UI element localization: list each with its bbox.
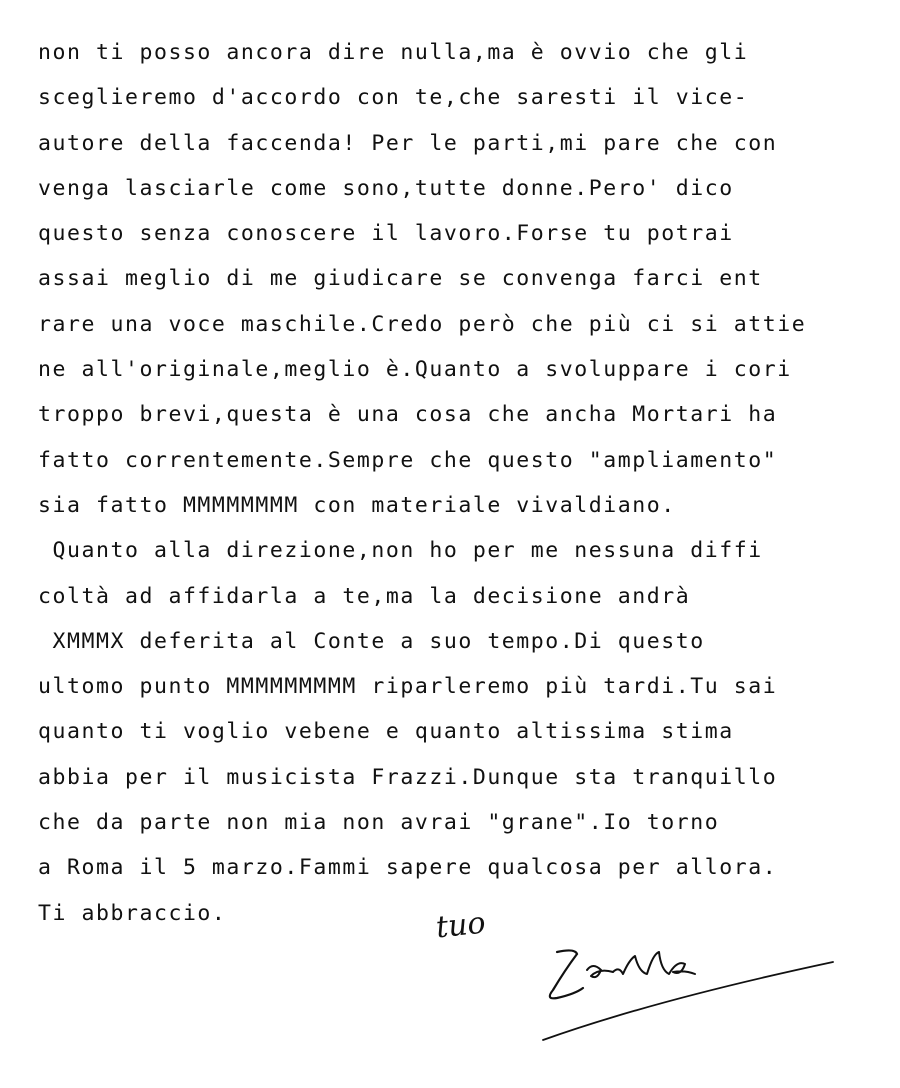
letter-line: Ti abbraccio. bbox=[38, 900, 227, 926]
closing-word: tuo bbox=[434, 905, 488, 946]
letter-line: che da parte non mia non avrai "grane".Io torno bbox=[38, 810, 720, 836]
letter-line: rare una voce maschile.Credo però che più ci si attie bbox=[38, 311, 807, 337]
signature-drawing bbox=[535, 930, 845, 1050]
letter-line: a Roma il 5 marzo.Fammi sapere qualcosa per allora. bbox=[38, 855, 778, 881]
letter-line: sceglieremo d'accordo con te,che saresti il vice- bbox=[38, 85, 749, 111]
letter-line: Quanto alla direzione,non ho per me nessuna diffi bbox=[38, 538, 763, 564]
letter-line: sia fatto MMMMMMMM con materiale vivaldiano. bbox=[38, 492, 676, 518]
letter-line: XMMMX deferita al Conte a suo tempo.Di questo bbox=[38, 628, 705, 654]
letter-line: autore della faccenda! Per le parti,mi pare che con bbox=[38, 130, 778, 156]
letter-line: non ti posso ancora dire nulla,ma è ovvio che gli bbox=[38, 40, 749, 65]
letter-line: abbia per il musicista Frazzi.Dunque sta tranquillo bbox=[38, 764, 778, 790]
letter-line: assai meglio di me giudicare se convenga farci ent bbox=[38, 266, 763, 292]
letter-line: venga lasciarle come sono,tutte donne.Pero' dico bbox=[38, 175, 734, 201]
letter-line: quanto ti voglio vebene e quanto altissima stima bbox=[38, 719, 734, 745]
letter-body bbox=[38, 30, 878, 936]
letter-line: ultomo punto MMMMMMMMM riparleremo più tardi.Tu sai bbox=[38, 674, 778, 700]
letter-line: coltà ad affidarla a te,ma la decisione andrà bbox=[38, 583, 691, 609]
handwritten-signature bbox=[535, 930, 845, 1050]
letter-line: fatto correntemente.Sempre che questo "ampliamento" bbox=[38, 447, 778, 473]
letter-line: ne all'originale,meglio è.Quanto a svoluppare i cori bbox=[38, 357, 792, 383]
letter-line: questo senza conoscere il lavoro.Forse tu potrai bbox=[38, 221, 734, 247]
letter-line: troppo brevi,questa è una cosa che ancha Mortari ha bbox=[38, 402, 778, 428]
